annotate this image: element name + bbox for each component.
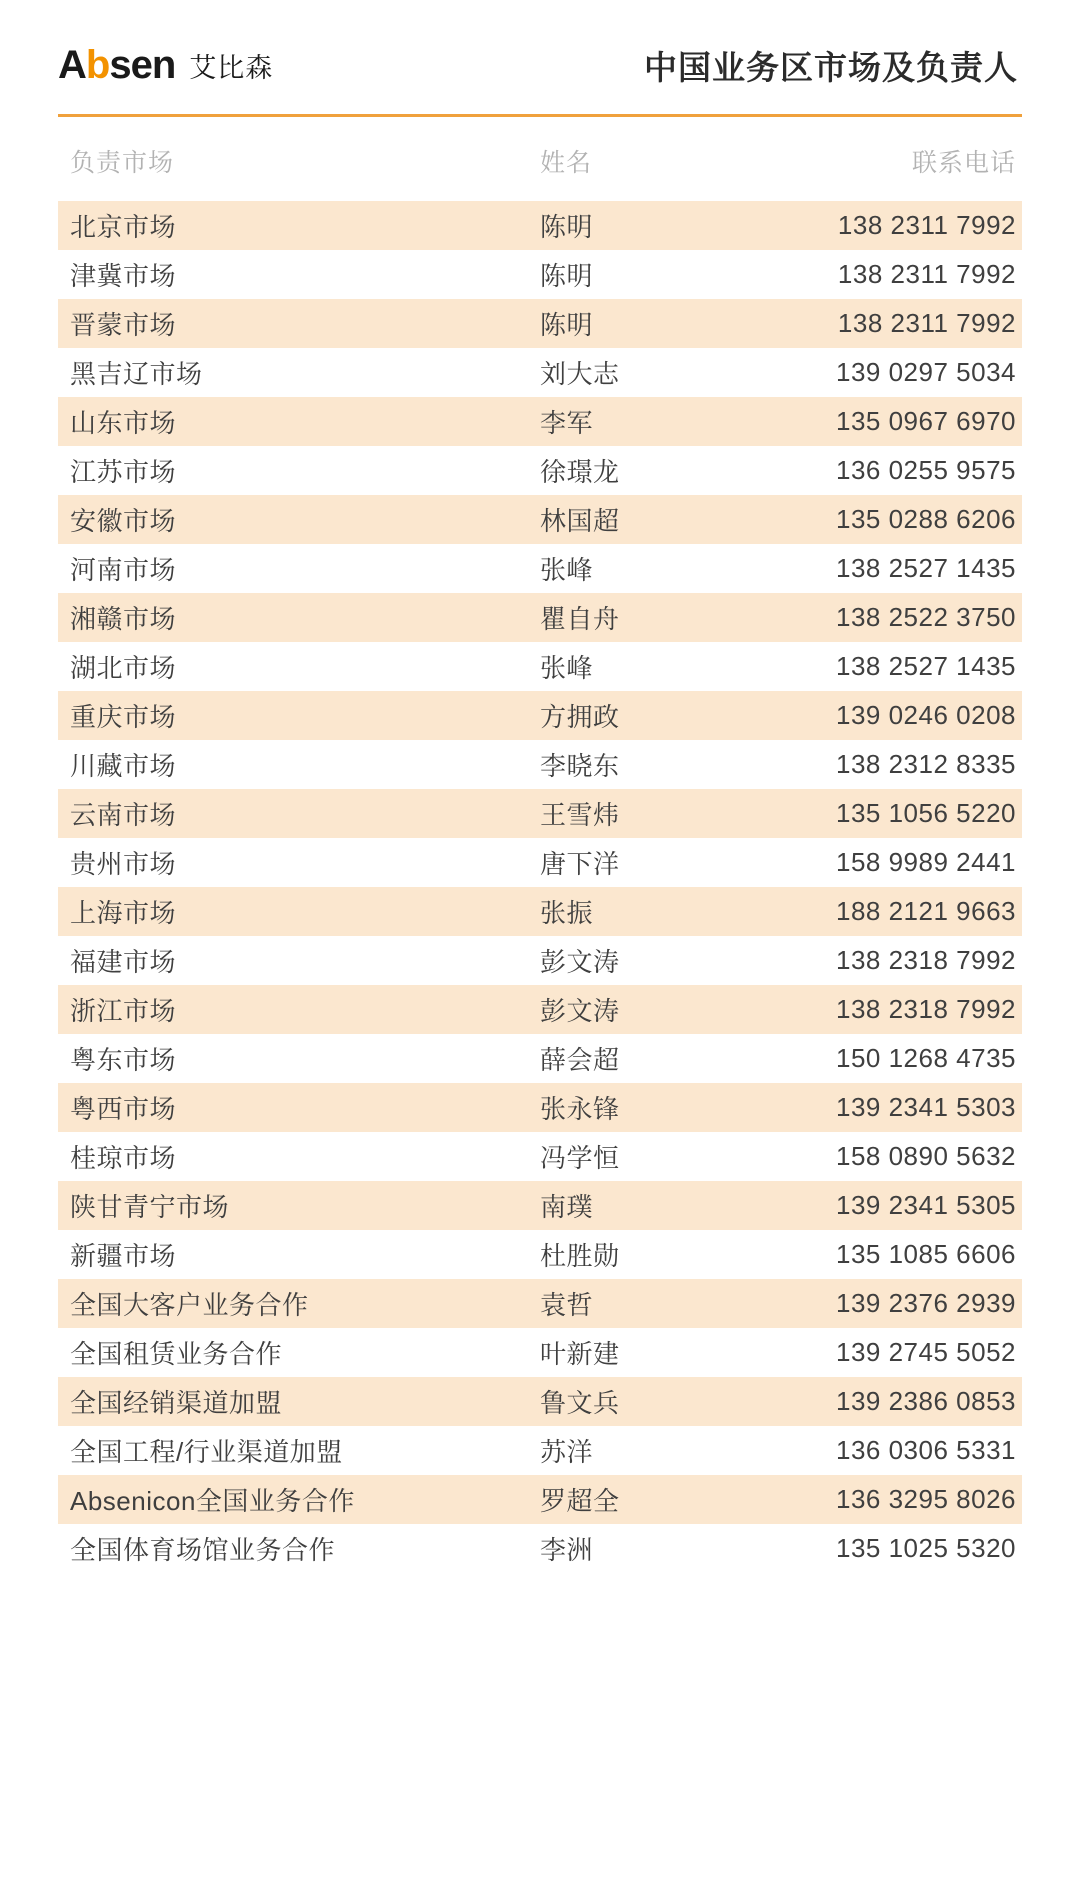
cell-name: 罗超全	[540, 1475, 710, 1524]
logo-part-2: b	[85, 43, 110, 87]
cell-market: 全国经销渠道加盟	[58, 1377, 540, 1426]
table-row	[58, 1083, 1022, 1132]
cell-phone: 138 2318 7992	[710, 985, 1022, 1034]
column-header-market: 负责市场	[70, 149, 175, 177]
cell-market: 川藏市场	[70, 751, 177, 781]
cell-market: 桂琼市场	[70, 1143, 177, 1173]
cell-name: 李洲	[540, 1535, 594, 1565]
cell-name: 苏洋	[540, 1437, 594, 1467]
table-head	[58, 117, 1022, 201]
table-row	[58, 250, 1022, 299]
table-row	[58, 1230, 1022, 1279]
cell-phone: 139 2341 5305	[710, 1181, 1022, 1230]
cell-phone: 158 9989 2441	[835, 847, 1016, 877]
cell-name: 徐璟龙	[540, 457, 620, 487]
cell-market: 全国体育场馆业务合作	[70, 1535, 336, 1565]
table-row	[58, 1524, 1022, 1573]
cell-name: 李晓东	[540, 751, 620, 781]
cell-name: 张振	[540, 887, 710, 936]
cell-phone: 138 2527 1435	[835, 553, 1016, 583]
cell-phone: 138 2311 7992	[837, 259, 1016, 289]
table-row	[58, 1132, 1022, 1181]
cell-name: 冯学恒	[540, 1143, 620, 1173]
cell-name: 王雪炜	[540, 789, 710, 838]
table-row	[58, 397, 1022, 446]
cell-market: 重庆市场	[58, 691, 540, 740]
cell-name: 叶新建	[540, 1339, 620, 1369]
cell-name: 陈明	[540, 261, 594, 291]
cell-phone: 136 0306 5331	[835, 1435, 1016, 1465]
table-row	[58, 985, 1022, 1034]
brand-name-cn: 艾比森	[189, 52, 274, 83]
table-row	[58, 642, 1022, 691]
table-row	[58, 1377, 1022, 1426]
table-row	[58, 1034, 1022, 1083]
cell-name: 方拥政	[540, 691, 710, 740]
cell-market: 黑吉辽市场	[70, 359, 203, 389]
cell-market: 山东市场	[58, 397, 540, 446]
cell-phone: 188 2121 9663	[710, 887, 1022, 936]
cell-phone: 135 1025 5320	[835, 1533, 1016, 1563]
cell-phone: 136 0255 9575	[835, 455, 1016, 485]
cell-phone: 139 2341 5303	[710, 1083, 1022, 1132]
cell-name: 陈明	[540, 299, 710, 348]
cell-market: 全国租赁业务合作	[70, 1339, 283, 1369]
table-row	[58, 936, 1022, 985]
column-header-phone: 联系电话	[911, 149, 1016, 177]
cell-market: 湘赣市场	[58, 593, 540, 642]
cell-phone: 150 1268 4735	[835, 1043, 1016, 1073]
table-row	[58, 446, 1022, 495]
logo-part-3: sen	[109, 43, 176, 87]
cell-market: 上海市场	[58, 887, 540, 936]
cell-market: 粤东市场	[70, 1045, 177, 1075]
column-header-name: 姓名	[540, 149, 593, 177]
table-row	[58, 495, 1022, 544]
cell-phone: 138 2312 8335	[835, 749, 1016, 779]
table-row	[58, 299, 1022, 348]
cell-name: 南璞	[540, 1181, 710, 1230]
table-body	[58, 201, 1022, 1573]
table-row	[58, 593, 1022, 642]
table-row	[58, 1426, 1022, 1475]
cell-market: Absenicon全国业务合作	[58, 1475, 540, 1524]
cell-name: 唐下洋	[540, 849, 620, 879]
cell-market: 北京市场	[58, 201, 540, 250]
cell-phone: 138 2311 7992	[710, 299, 1022, 348]
page-header	[58, 0, 1022, 108]
cell-phone: 135 1056 5220	[710, 789, 1022, 838]
cell-market: 津冀市场	[70, 261, 177, 291]
cell-phone: 135 1085 6606	[835, 1239, 1016, 1269]
brand-logo	[58, 45, 273, 85]
table-row	[58, 740, 1022, 789]
cell-name: 鲁文兵	[540, 1377, 710, 1426]
cell-name: 陈明	[540, 201, 710, 250]
cell-name: 瞿自舟	[540, 593, 710, 642]
cell-name: 彭文涛	[540, 947, 620, 977]
table-row	[58, 1181, 1022, 1230]
cell-phone: 139 2386 0853	[710, 1377, 1022, 1426]
table-row	[58, 887, 1022, 936]
cell-phone: 158 0890 5632	[835, 1141, 1016, 1171]
table-row	[58, 1279, 1022, 1328]
cell-market: 江苏市场	[70, 457, 177, 487]
cell-market: 粤西市场	[58, 1083, 540, 1132]
cell-market: 全国大客户业务合作	[58, 1279, 540, 1328]
table-row	[58, 789, 1022, 838]
cell-phone: 136 3295 8026	[710, 1475, 1022, 1524]
cell-name: 李军	[540, 397, 710, 446]
cell-phone: 139 0246 0208	[710, 691, 1022, 740]
cell-phone: 138 2311 7992	[710, 201, 1022, 250]
page-title: 中国业务区市场及负责人	[644, 48, 1018, 86]
cell-name: 林国超	[540, 495, 710, 544]
table-row	[58, 544, 1022, 593]
cell-name: 刘大志	[540, 359, 620, 389]
table-row	[58, 838, 1022, 887]
cell-phone: 138 2527 1435	[835, 651, 1016, 681]
cell-name: 张峰	[540, 653, 594, 683]
cell-name: 张永锋	[540, 1083, 710, 1132]
cell-market: 贵州市场	[70, 849, 177, 879]
cell-phone: 135 0967 6970	[710, 397, 1022, 446]
cell-phone: 138 2522 3750	[710, 593, 1022, 642]
table-row	[58, 691, 1022, 740]
cell-phone: 135 0288 6206	[710, 495, 1022, 544]
table-row	[58, 1328, 1022, 1377]
cell-market: 全国工程/行业渠道加盟	[70, 1437, 343, 1467]
cell-phone: 139 0297 5034	[835, 357, 1016, 387]
cell-name: 杜胜勋	[540, 1241, 620, 1271]
cell-market: 云南市场	[58, 789, 540, 838]
cell-name: 张峰	[540, 555, 594, 585]
logo-part-1: A	[58, 43, 86, 87]
table-row	[58, 348, 1022, 397]
cell-phone: 138 2318 7992	[835, 945, 1016, 975]
cell-market: 晋蒙市场	[58, 299, 540, 348]
cell-market: 安徽市场	[58, 495, 540, 544]
table-row	[58, 201, 1022, 250]
table-header-row	[58, 117, 1022, 201]
cell-market: 新疆市场	[70, 1241, 177, 1271]
cell-phone: 139 2376 2939	[710, 1279, 1022, 1328]
cell-market: 陕甘青宁市场	[58, 1181, 540, 1230]
cell-name: 薛会超	[540, 1045, 620, 1075]
cell-market: 河南市场	[70, 555, 177, 585]
contacts-table	[58, 117, 1022, 1573]
cell-market: 湖北市场	[70, 653, 177, 683]
cell-market: 福建市场	[70, 947, 177, 977]
table-row	[58, 1475, 1022, 1524]
cell-name: 袁哲	[540, 1279, 710, 1328]
absen-wordmark-icon	[58, 45, 175, 85]
cell-name: 彭文涛	[540, 985, 710, 1034]
cell-phone: 139 2745 5052	[835, 1337, 1016, 1367]
cell-market: 浙江市场	[58, 985, 540, 1034]
